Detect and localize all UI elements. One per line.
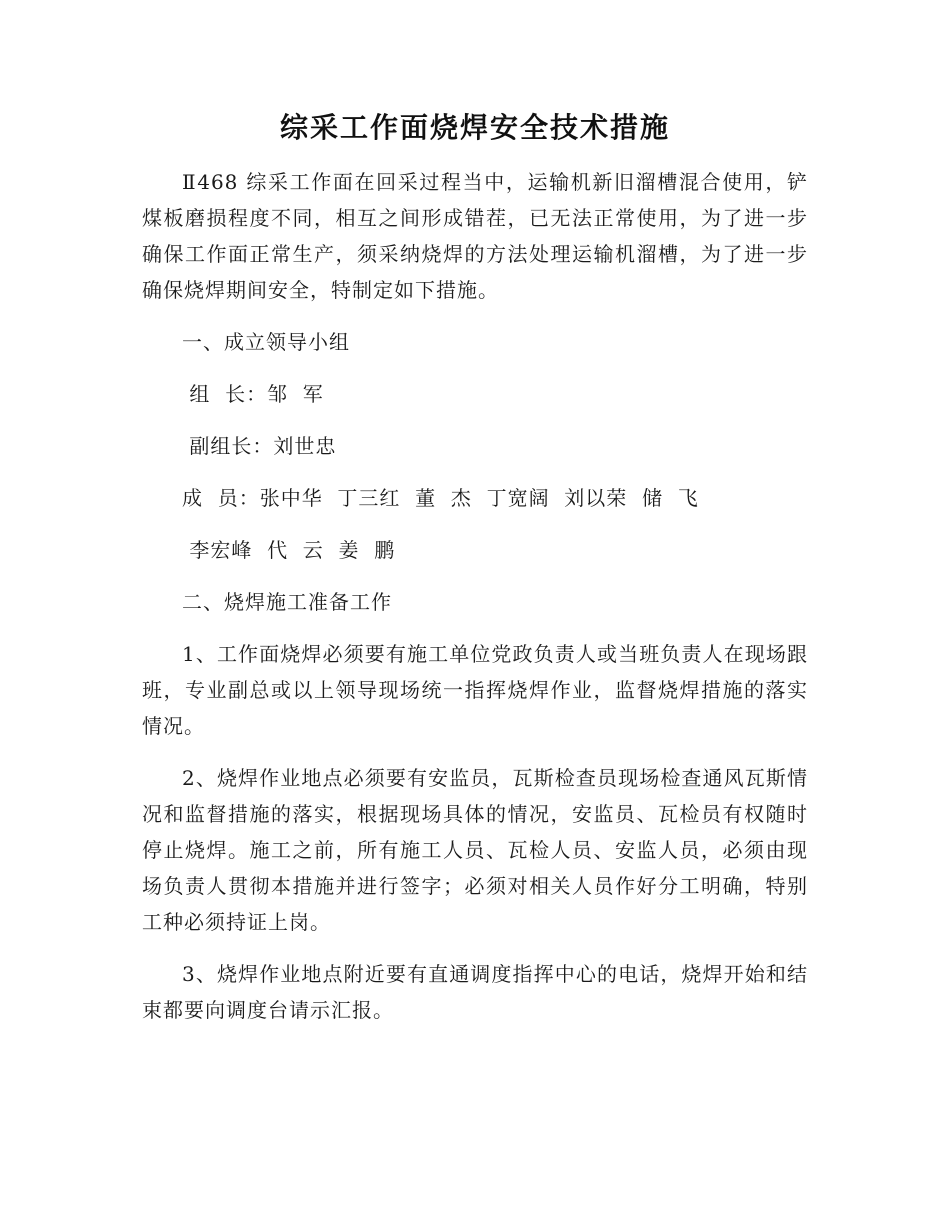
section-2-item-1: 1、工作面烧焊必须要有施工单位党政负责人或当班负责人在现场跟班，专业副总或以上领导现场统一指挥烧焊作业，监督烧焊措施的落实情况。 bbox=[142, 642, 808, 738]
section-2-heading: 二、烧焊施工准备工作 bbox=[182, 590, 392, 614]
document-body bbox=[142, 108, 808, 1028]
section-1-heading: 一、成立领导小组 bbox=[182, 330, 350, 354]
document-title: 综采工作面烧焊安全技术措施 bbox=[279, 111, 670, 144]
section-2-item-2: 2、烧焊作业地点必须要有安监员，瓦斯检查员现场检查通风瓦斯情况和监督措施的落实，根据现场具体的情况，安监员、瓦检员有权随时停止烧焊。施工之前，所有施工人员、瓦检人员、安监人员，必须由现场负责人贯彻本措施并进行签字；必须对相关人员作好分工明确，特别工种必须持证上岗。 bbox=[142, 766, 808, 934]
deputy-leader-line: 副组长：刘世忠 bbox=[182, 434, 337, 458]
section-2-item-3: 3、烧焊作业地点附近要有直通调度指挥中心的电话，烧焊开始和结束都要向调度台请示汇报。 bbox=[142, 962, 808, 1022]
members-line-2: 李宏峰 代 云 姜 鹏 bbox=[182, 538, 396, 562]
intro-paragraph: Ⅱ468 综采工作面在回采过程当中，运输机新旧溜槽混合使用，铲煤板磨损程度不同，相互之间形成错茬，已无法正常使用，为了进一步确保工作面正常生产，须采纳烧焊的方法处理运输机溜槽，为了进一步确保烧焊期间安全，特制定如下措施。 bbox=[142, 170, 808, 302]
members-line-1: 成 员：张中华 丁三红 董 杰 丁宽阔 刘以荣 储 飞 bbox=[182, 486, 699, 510]
leader-line: 组 长：邹 军 bbox=[182, 382, 324, 406]
